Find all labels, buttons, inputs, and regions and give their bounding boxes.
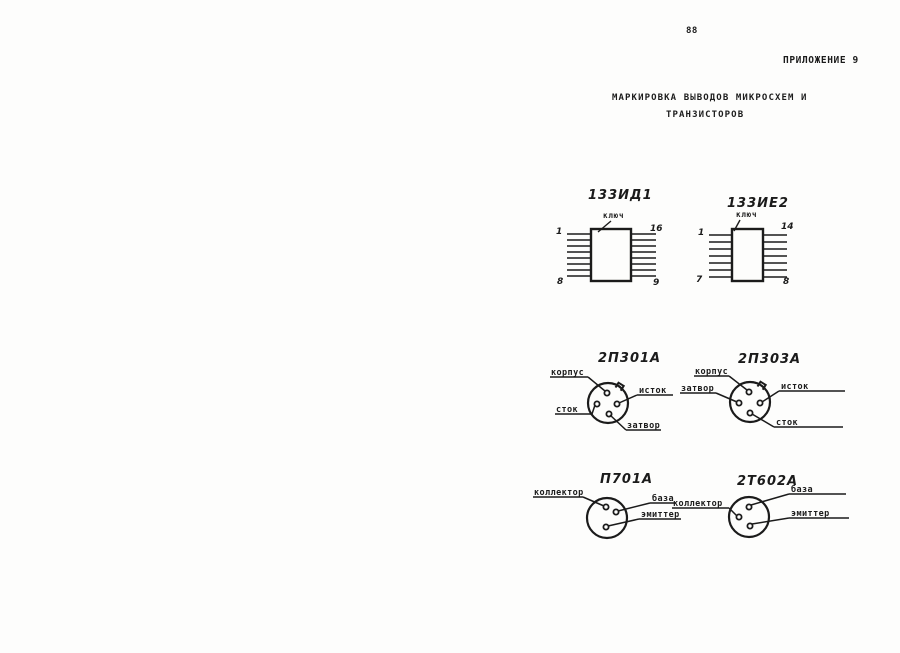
transistor-2p303a-source-label: исток [781, 382, 809, 392]
transistor-2p303a-gate-label: затвор [681, 384, 715, 394]
ic-133ie2 [696, 196, 794, 287]
transistor-2t602a-emitter-pin [747, 523, 752, 528]
transistor-p701a-base-label: база [652, 494, 675, 504]
transistor-2p303a-source-pin [757, 400, 762, 405]
transistor-2p303a-case-label: корпус [695, 367, 729, 377]
ic-133id1-title: 133ИД1 [588, 188, 653, 203]
transistor-p701a-collector-pin [603, 504, 608, 509]
transistor-p701a [533, 472, 681, 538]
transistor-2p303a-gate-leader-line [680, 393, 737, 402]
ic-133id1 [556, 188, 663, 288]
transistor-2p303a-drain-label: сток [776, 418, 799, 428]
transistor-2t602a-base-leader-line [751, 494, 846, 505]
transistor-2p301a [550, 351, 673, 431]
ic-133ie2-pin14-number: 14 [781, 222, 794, 232]
transistor-2p301a-drain-label: сток [556, 405, 579, 415]
transistor-2p301a-case-label: корпус [551, 368, 585, 378]
transistor-2p303a-case-pin [746, 389, 751, 394]
transistor-2t602a-title: 2Т602А [737, 474, 799, 489]
transistor-2p301a-case-leader-line [550, 377, 605, 391]
transistor-p701a-emitter-label: эмиттер [641, 510, 680, 520]
ic-133id1-pin9-number: 9 [653, 278, 660, 288]
document-title-line2: ТРАНЗИСТОРОВ [666, 110, 745, 120]
document-title-line1: МАРКИРОВКА ВЫВОДОВ МИКРОСХЕМ И [612, 93, 808, 103]
ic-133ie2-right-pins [763, 235, 787, 277]
ic-133id1-left-pins [567, 234, 591, 276]
transistor-2p301a-source-pin [614, 401, 619, 406]
transistor-p701a-base-pin [613, 509, 618, 514]
transistor-2p301a-title: 2П301А [598, 351, 662, 366]
transistor-p701a-emitter-pin [603, 524, 608, 529]
page-number: 88 [686, 26, 698, 36]
ic-133ie2-pin1-number: 1 [698, 228, 705, 238]
ic-133ie2-title: 133ИЕ2 [727, 196, 789, 211]
ic-133id1-pin1-number: 1 [556, 227, 563, 237]
ic-133ie2-left-pins [709, 235, 732, 277]
transistor-2p303a-title: 2П303А [738, 352, 802, 367]
transistor-2t602a-collector-label: коллектор [673, 499, 723, 509]
ic-133id1-body [591, 229, 631, 281]
ic-133id1-pin8-number: 8 [557, 277, 564, 287]
ic-133id1-right-pins [631, 234, 656, 276]
transistor-2p303a-source-leader-line [762, 391, 845, 402]
ic-133ie2-pin7-number: 7 [696, 275, 703, 285]
transistor-2t602a [672, 474, 849, 537]
transistor-2t602a-base-label: база [791, 485, 814, 495]
transistor-p701a-collector-label: коллектор [534, 488, 584, 498]
transistor-2p301a-gate-label: затвор [627, 421, 661, 431]
ic-133id1-key-label: ключ [603, 211, 625, 220]
transistor-2p301a-source-label: исток [639, 386, 667, 396]
ic-133ie2-pin8-number: 8 [783, 277, 790, 287]
transistor-2p303a-gate-pin [736, 400, 741, 405]
ic-133ie2-body [732, 229, 763, 281]
transistor-2p301a-case-pin [604, 390, 609, 395]
ic-133id1-pin16-number: 16 [650, 224, 663, 234]
transistor-p701a-emitter-leader-line [608, 519, 681, 526]
transistor-2p303a [680, 352, 845, 428]
ic-133ie2-key-label: ключ [736, 210, 758, 219]
transistor-2t602a-collector-leader-line [672, 508, 737, 516]
transistor-2t602a-emitter-label: эмиттер [791, 509, 830, 519]
ic-133id1-key-pointer-line [598, 221, 611, 232]
transistor-2p303a-drain-pin [747, 410, 752, 415]
transistor-2t602a-case-outline [729, 497, 769, 537]
transistor-2t602a-base-pin [746, 504, 751, 509]
appendix-label: ПРИЛОЖЕНИЕ 9 [783, 55, 859, 66]
transistor-p701a-title: П701А [600, 472, 654, 487]
